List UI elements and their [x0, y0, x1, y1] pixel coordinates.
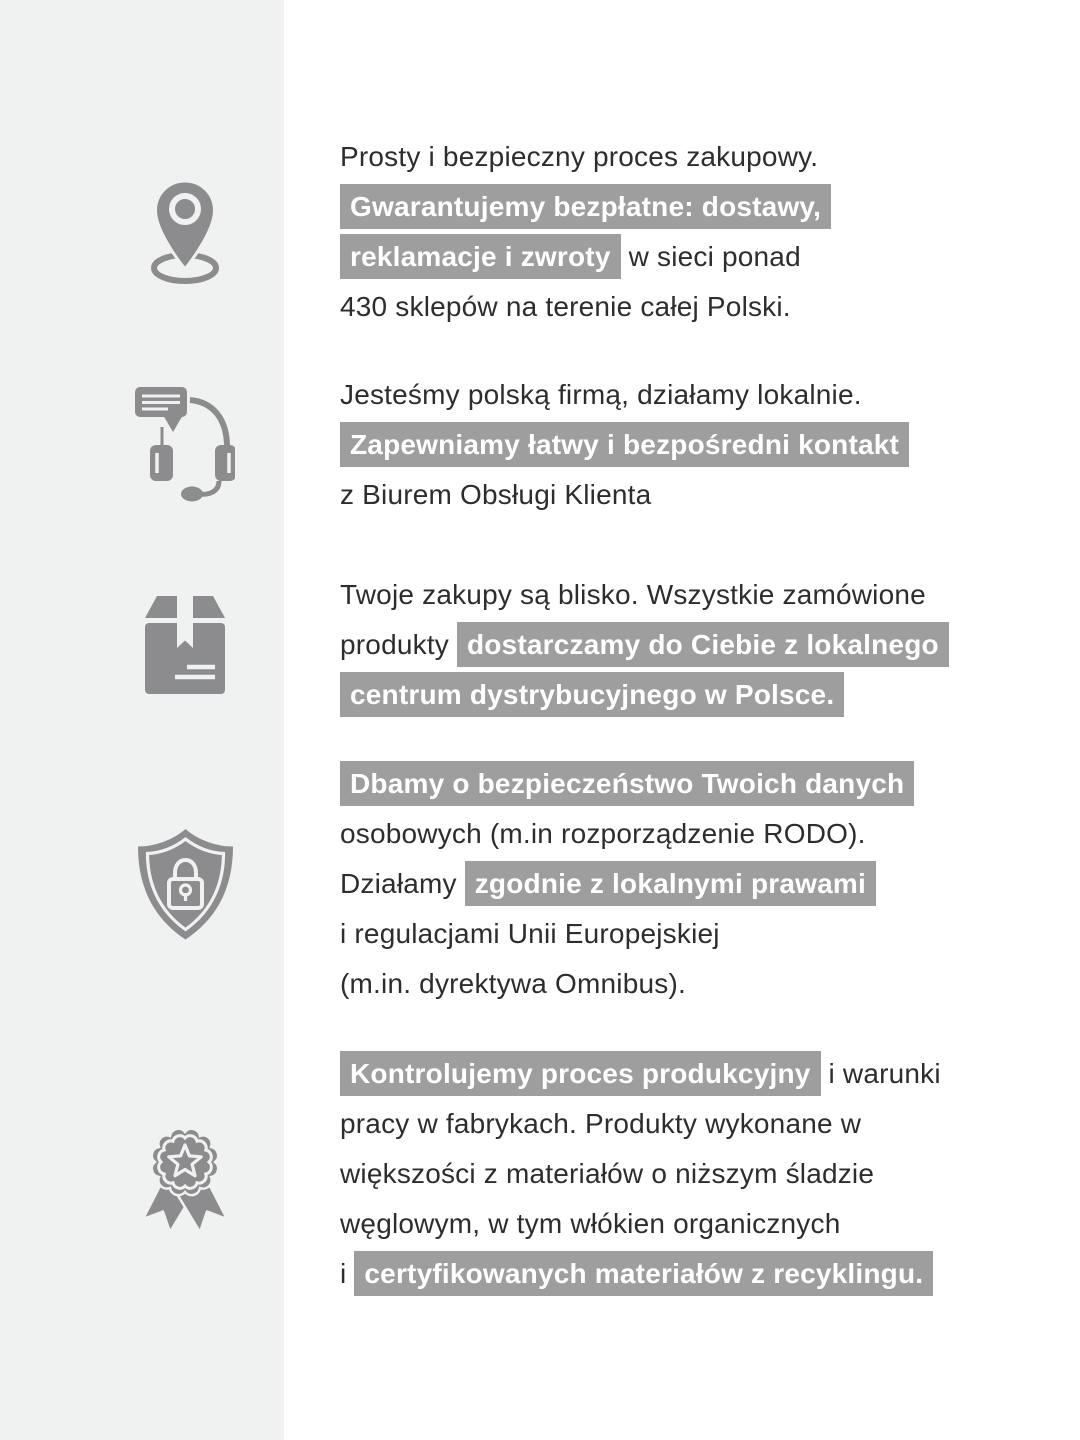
benefit-icon-cell — [43, 596, 327, 694]
headset-chat-icon — [135, 385, 235, 505]
plain-text: i warunki — [820, 1058, 941, 1089]
plain-text: Prosty i bezpieczny proces zakupowy. — [340, 141, 819, 172]
plain-text: osobowych (m.in rozporządzenie RODO). — [340, 818, 866, 849]
benefit-text — [284, 132, 831, 332]
benefit-row — [0, 370, 1080, 520]
benefit-text — [284, 759, 914, 1009]
benefit-icon-cell — [43, 180, 327, 284]
highlighted-text: reklamacje i zwroty — [340, 234, 621, 279]
plain-text: z Biurem Obsługi Klienta — [340, 479, 652, 510]
plain-text: węglowym, w tym włókien organicznych — [340, 1208, 841, 1239]
benefit-row — [0, 132, 1080, 332]
award-ribbon-icon — [135, 1114, 235, 1234]
benefit-icon-cell — [43, 385, 327, 505]
benefit-text — [284, 570, 949, 720]
plain-text: (m.in. dyrektywa Omnibus). — [340, 968, 686, 999]
highlighted-text: dostarczamy do Ciebie z lokalnego — [457, 622, 949, 667]
highlighted-text: Zapewniamy łatwy i bezpośredni kontakt — [340, 422, 909, 467]
highlighted-text: Kontrolujemy proces produkcyjny — [340, 1051, 821, 1096]
benefit-text — [284, 1049, 941, 1299]
package-icon — [145, 596, 225, 694]
benefit-row — [0, 759, 1080, 1009]
plain-text: produkty — [340, 629, 457, 660]
plain-text: pracy w fabrykach. Produkty wykonane w — [340, 1108, 862, 1139]
benefit-text — [284, 370, 909, 520]
benefit-row — [0, 1049, 1080, 1299]
highlighted-text: zgodnie z lokalnymi prawami — [465, 861, 876, 906]
location-pin-icon — [151, 180, 219, 284]
plain-text: i — [340, 1258, 355, 1289]
highlighted-text: Gwarantujemy bezpłatne: dostawy, — [340, 184, 831, 229]
plain-text: w sieci ponad — [620, 241, 801, 272]
highlighted-text: centrum dystrybucyjnego w Polsce. — [340, 672, 844, 717]
plain-text: większości z materiałów o niższym śladzie — [340, 1158, 875, 1189]
plain-text: Twoje zakupy są blisko. Wszystkie zamówione — [340, 579, 926, 610]
shield-lock-icon — [133, 829, 238, 940]
plain-text: Działamy — [340, 868, 465, 899]
plain-text: Jesteśmy polską firmą, działamy lokalnie. — [340, 379, 862, 410]
plain-text: 430 sklepów na terenie całej Polski. — [340, 291, 791, 322]
benefit-row — [0, 570, 1080, 720]
highlighted-text: certyfikowanych materiałów z recyklingu. — [354, 1251, 933, 1296]
benefit-icon-cell — [43, 1114, 327, 1234]
plain-text: i regulacjami Unii Europejskiej — [340, 918, 720, 949]
highlighted-text: Dbamy o bezpieczeństwo Twoich danych — [340, 761, 914, 806]
benefit-icon-cell — [43, 829, 327, 940]
